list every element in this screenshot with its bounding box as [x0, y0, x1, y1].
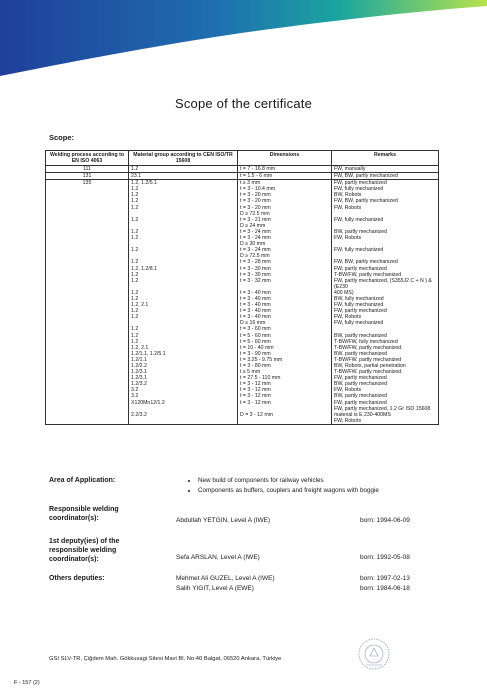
- cell-process: 135: [46, 180, 129, 425]
- coordinator-born: born: 1994-06-09: [360, 517, 410, 524]
- footer-address: GSI SLV-TR, Çiğdem Mah. Gökkusagi Sitesi Mavi Bl. No:40 Balgat, 06520 Ankara, Türkiye: [49, 656, 282, 662]
- header-remarks: Remarks: [332, 151, 439, 166]
- cell-process: 111: [46, 166, 129, 173]
- header-welding-process: Welding process according to EN ISO 4063: [46, 151, 129, 166]
- seal-stamp: [356, 636, 392, 672]
- cell-dimensions: t ≥ 3 mm t = 3 - 10.4 mm t = 3 - 20 mm t = 3 - 20 mm t = 3 - 20 mm D ≥ 72.5 mm t = 3 - 21 mm D ≥ 24 mm t = 3 - 24 mm t = 3 - 24 mm D ≥ 30 mm t = 3 - 24 mm D ≥ 72.5 mm t = 3 - 28 mm t = 3 - 30 mm t = 3 - 30 mm t = 3 - 32 mm t = 3 - 40 mm t = 3 - 40 mm t = 3 - 40 mm t = 3 - 40 mm t = 3 - 40 mm D ≥ 16 mm t = 3 - 60 mm t = 5 - 60 mm t = 5 - 60 mm t = 10 - 40 mm t = 3 - 90 mm t = 3.25 - 9.75 mm t = 3 - 80 mm t ≥ 5 mm t = 27.5 - 110 mm t = 3 - 12 mm t = 3 - 12 mm t = 3 - 12 mm t = 3 - 12 mm D = 3 - 12 mm: [238, 180, 332, 425]
- table-row: [46, 180, 439, 425]
- header-banner: [0, 0, 487, 80]
- cell-remarks: FW, manually: [332, 166, 439, 173]
- cell-material: 1.2: [129, 166, 238, 173]
- deputy-name: Sefa ARSLAN, Level A (IWE): [176, 554, 260, 561]
- others-born-1: born: 1997-02-13: [360, 575, 410, 582]
- scope-table: [45, 150, 439, 425]
- cell-remarks: FW, partly mechanized FW, fully mechanized BW, Robots FW, BW, partly mechanized FW, Robots FW, fully mechanized BW, partly mechanized FW, Robots FW, fully mechanized FW, BW, partly mechanized FW, partly mechanized T-BW/FW, partly mechanized FW, partly mechanized, (S355J2 C + N ) & (E230 400 MS) BW, fully mechanized FW, fully mechanized FW, partly mechanized FW, Robots FW, fully mechanized BW, partly mechanized T-BW/FW, fully mechanized T-BW/FW, partly mechanized BW, partly mechanized T-BW/FW, partly mechanized BW, Robots, partial penetration T-BW/FW, partly mechanized FW, partly mechanized BW, partly mechanized FW, Robots BW, partly mechanized FW, partly mechanized FW, partly mechanized, 1.2 Gr ISO 15608 material is E 230-400MS FW, Robots: [332, 180, 439, 425]
- others-name-1: Mehmet Ali GUZEL, Level A (IWE): [176, 575, 275, 582]
- table-row: [46, 173, 439, 180]
- cell-material: 23.1: [129, 173, 238, 180]
- header-material-group: Material group according to CEN ISO/TR 15608: [129, 151, 238, 166]
- table-row: [46, 166, 439, 173]
- area-item: • Components as buffers, couplers and freight wagons with boggie: [198, 486, 379, 496]
- others-label: Others deputies:: [49, 575, 105, 582]
- deputy-born: born: 1992-05-08: [360, 554, 410, 561]
- deputy-label: 1st deputy(ies) of the responsible welding coordinator(s):: [49, 538, 120, 563]
- others-name-2: Salih YIGIT, Level A (EWE): [176, 585, 254, 592]
- cell-material: 1.2, 1.2/5.1 1.2 1.2 1.2 1.2 1.2 1.2 1.2 1.2 1.2 1.2, 1.2/8.1 1.2 1.2 1.2 1.2 1.2, 2.1 1.2 1.2 1.2 1.2 1.2 1.2, 2.1 1.2/1.1, 1.2/5.1 1.2/1.1 1.2/2.2 1.2/3.1 1.2/3.1 1.2/3.2 3.2 3.2 X120Mn12/1.2 2.2/3.2: [129, 180, 238, 425]
- form-code: F - 157 (2): [14, 680, 40, 686]
- cell-dimensions: t = 7 - 16.8 mm: [238, 166, 332, 173]
- header-dimensions: Dimensions: [238, 151, 332, 166]
- coordinator-name: Abdullah YETGIN, Level A (IWE): [176, 517, 271, 524]
- area-item: • New build of components for railway vehicles: [198, 476, 379, 486]
- page-title: Scope of the certificate: [174, 96, 313, 111]
- cell-dimensions: t = 1.5 - 6 mm: [238, 173, 332, 180]
- coordinator-label: Responsible welding coordinator(s):: [49, 506, 119, 522]
- scope-label: Scope:: [49, 133, 75, 142]
- cell-process: 131: [46, 173, 129, 180]
- area-label: Area of Application:: [49, 477, 116, 484]
- area-list: [190, 476, 379, 496]
- table-header-row: [46, 151, 439, 166]
- others-born-2: born: 1984-06-18: [360, 585, 410, 592]
- cell-remarks: FW, BW, partly mechanized: [332, 173, 439, 180]
